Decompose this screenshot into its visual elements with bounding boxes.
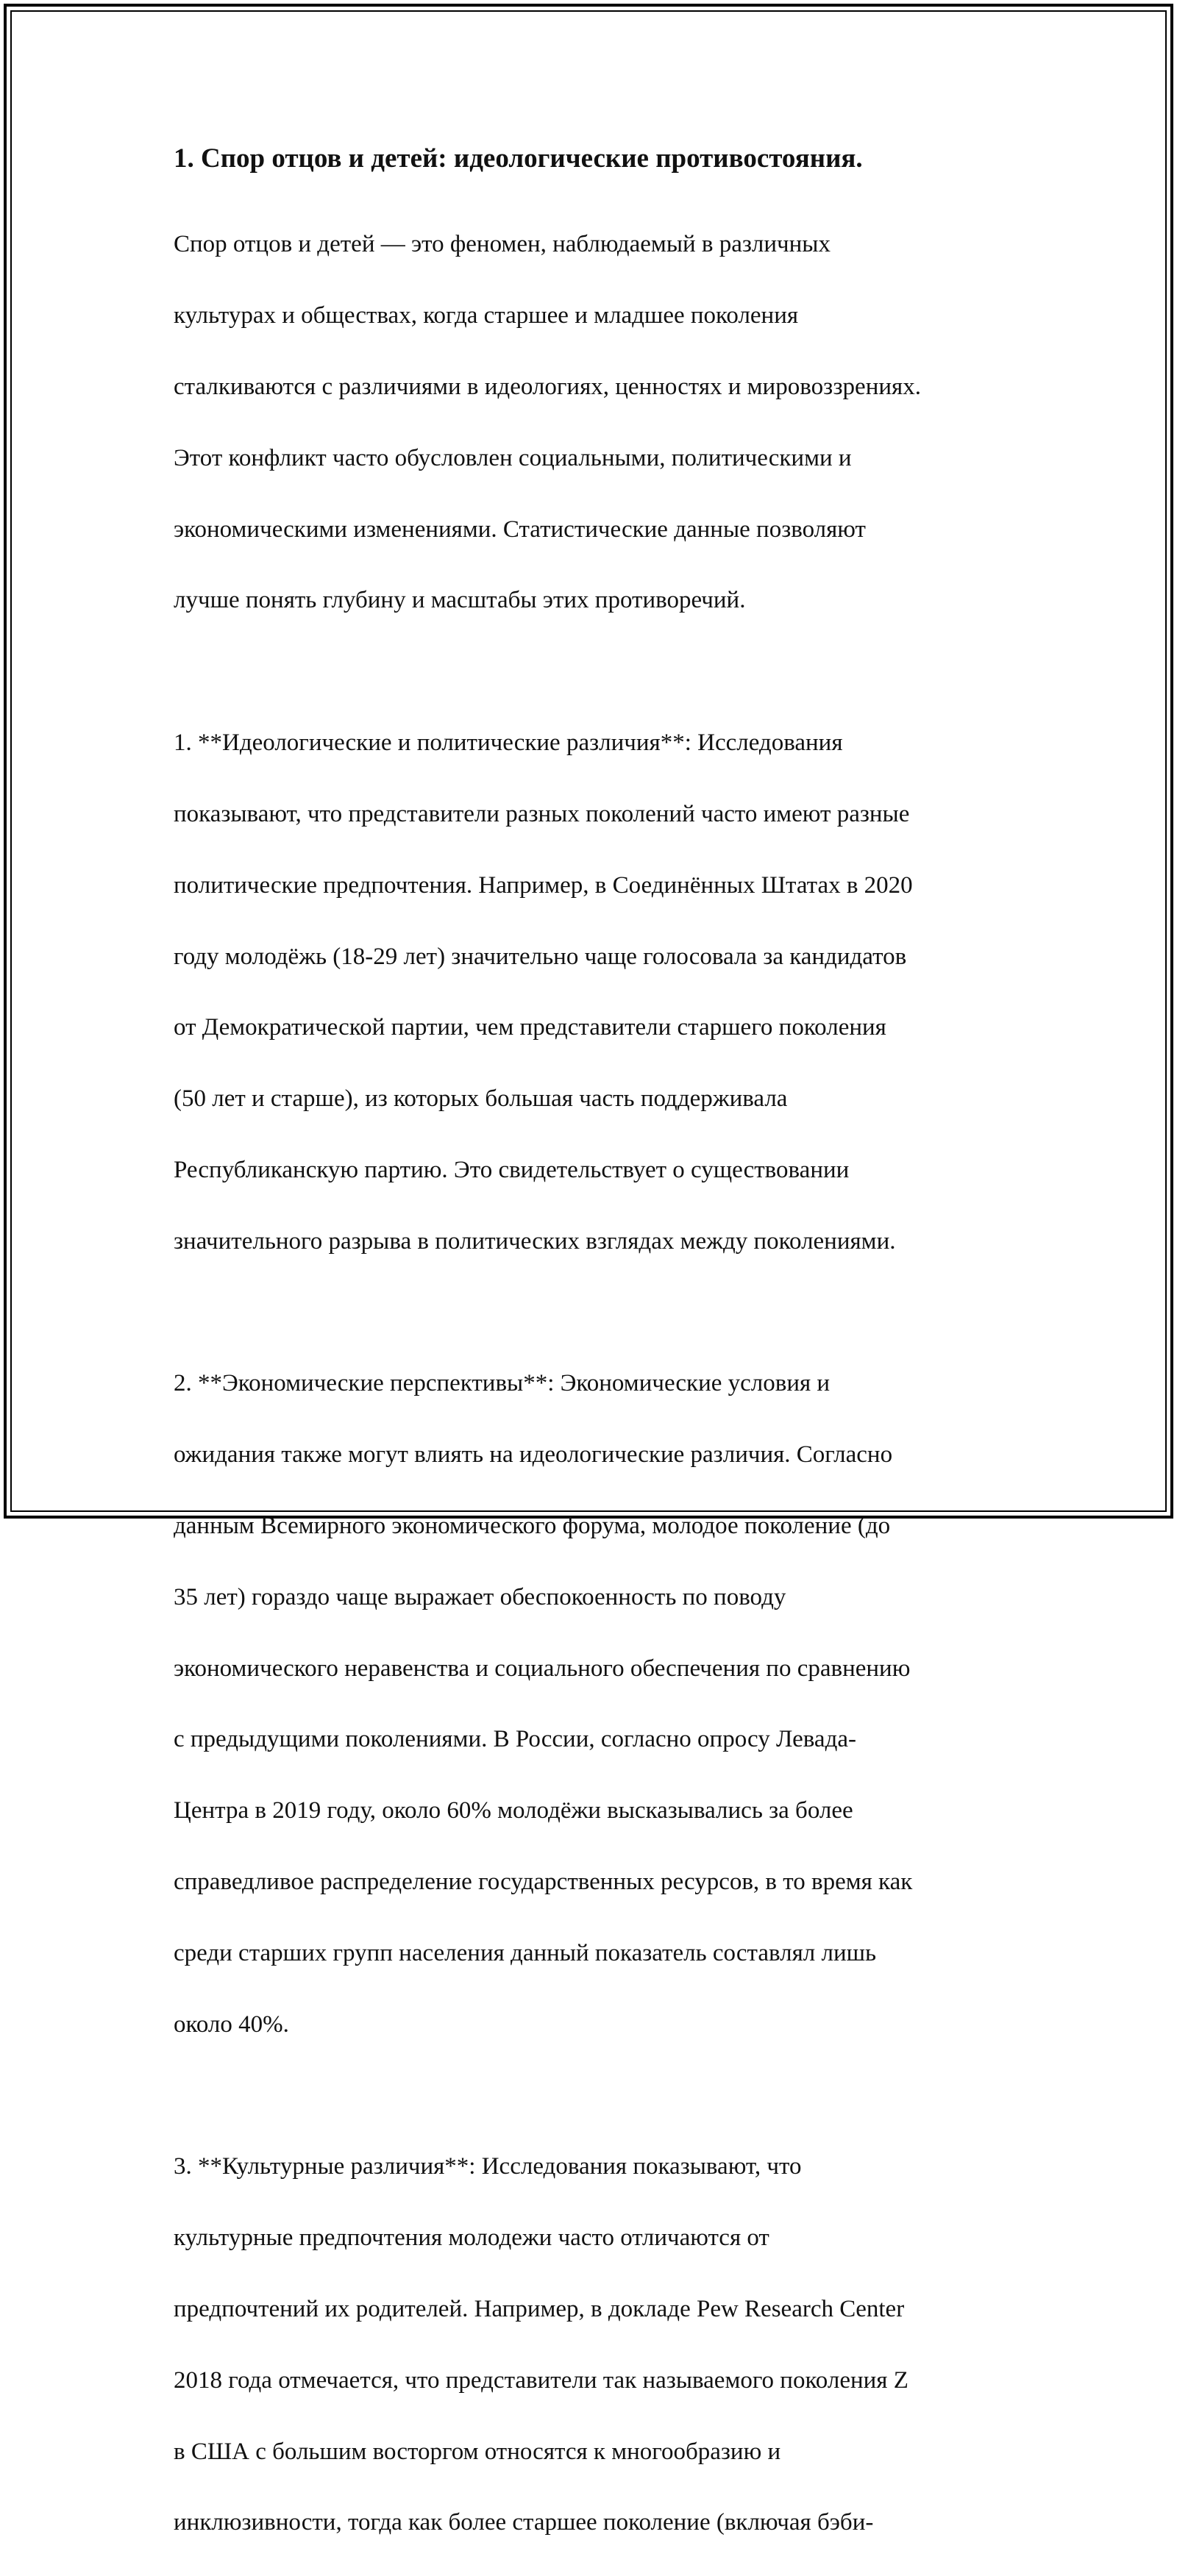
text-line: справедливое распределение государственных ресурсов, в то время как [174, 1869, 913, 1896]
text-line: экономического неравенства и социального обеспечения по сравнению [174, 1655, 911, 1682]
paragraph-cultural [174, 2113, 1020, 2576]
text-line: Спор отцов и детей — это феномен, наблюдаемый в различных [174, 231, 831, 258]
text-line: ожидания также могут влиять на идеологические различия. Согласно [174, 1441, 893, 1469]
text-line: лучше понять глубину и масштабы этих противоречий. [174, 587, 746, 614]
text-line: культурах и обществах, когда старшее и младшее поколения [174, 302, 799, 329]
text-line: 35 лет) гораздо чаще выражает обеспокоенность по поводу [174, 1583, 786, 1610]
text-line: предпочтений их родителей. Например, в докладе Pew Research Center [174, 2295, 905, 2322]
text-line: политические предпочтения. Например, в Соединённых Штатах в 2020 [174, 871, 913, 899]
text-line: году молодёжь (18-29 лет) значительно чаще голосовала за кандидатов [174, 943, 907, 970]
paragraph-intro [174, 191, 1020, 654]
text-line: культурные предпочтения молодежи часто отличаются от [174, 2224, 769, 2252]
text-line: 2018 года отмечается, что представители так называемого поколения Z [174, 2366, 908, 2394]
text-line: Республиканскую партию. Это свидетельствует о существовании [174, 1156, 850, 1183]
paragraph-economic [174, 1330, 1020, 2078]
text-line: экономическими изменениями. Статистические данные позволяют [174, 515, 866, 543]
text-line: Центра в 2019 году, около 60% молодёжи высказывались за более [174, 1797, 853, 1824]
text-line: 1. **Идеологические и политические различия**: Исследования [174, 729, 843, 757]
text-line: 2. **Экономические перспективы**: Экономические условия и [174, 1370, 831, 1397]
document-body [174, 138, 1020, 2576]
text-line: значительного разрыва в политических взглядах между поколениями. [174, 1227, 896, 1255]
text-line: данным Всемирного экономического форума, молодое поколение (до [174, 1513, 891, 1539]
text-line: 3. **Культурные различия**: Исследования показывают, что [174, 2153, 802, 2180]
text-line: (50 лет и старше), из которых большая часть поддерживала [174, 1085, 788, 1113]
text-line: Этот конфликт часто обусловлен социальными, политическими и [174, 444, 852, 471]
text-line: среди старших групп населения данный показатель составлял лишь [174, 1939, 877, 1966]
document-title: 1. Спор отцов и детей: идеологические противостояния. [174, 143, 863, 174]
text-line: с предыдущими поколениями. В России, согласно опросу Левада- [174, 1726, 856, 1753]
text-line: инклюзивности, тогда как более старшее поколение (включая бэби- [174, 2509, 874, 2536]
text-line: от Демократической партии, чем представители старшего поколения [174, 1014, 886, 1041]
text-line: около 40%. [174, 2011, 289, 2038]
paragraph-ideological-political [174, 690, 1020, 1295]
text-line: в США с большим восторгом относятся к многообразию и [174, 2438, 781, 2465]
text-line: сталкиваются с различиями в идеологиях, ценностях и мировоззрениях. [174, 374, 921, 401]
text-line: показывают, что представители разных поколений часто имеют разные [174, 800, 910, 827]
